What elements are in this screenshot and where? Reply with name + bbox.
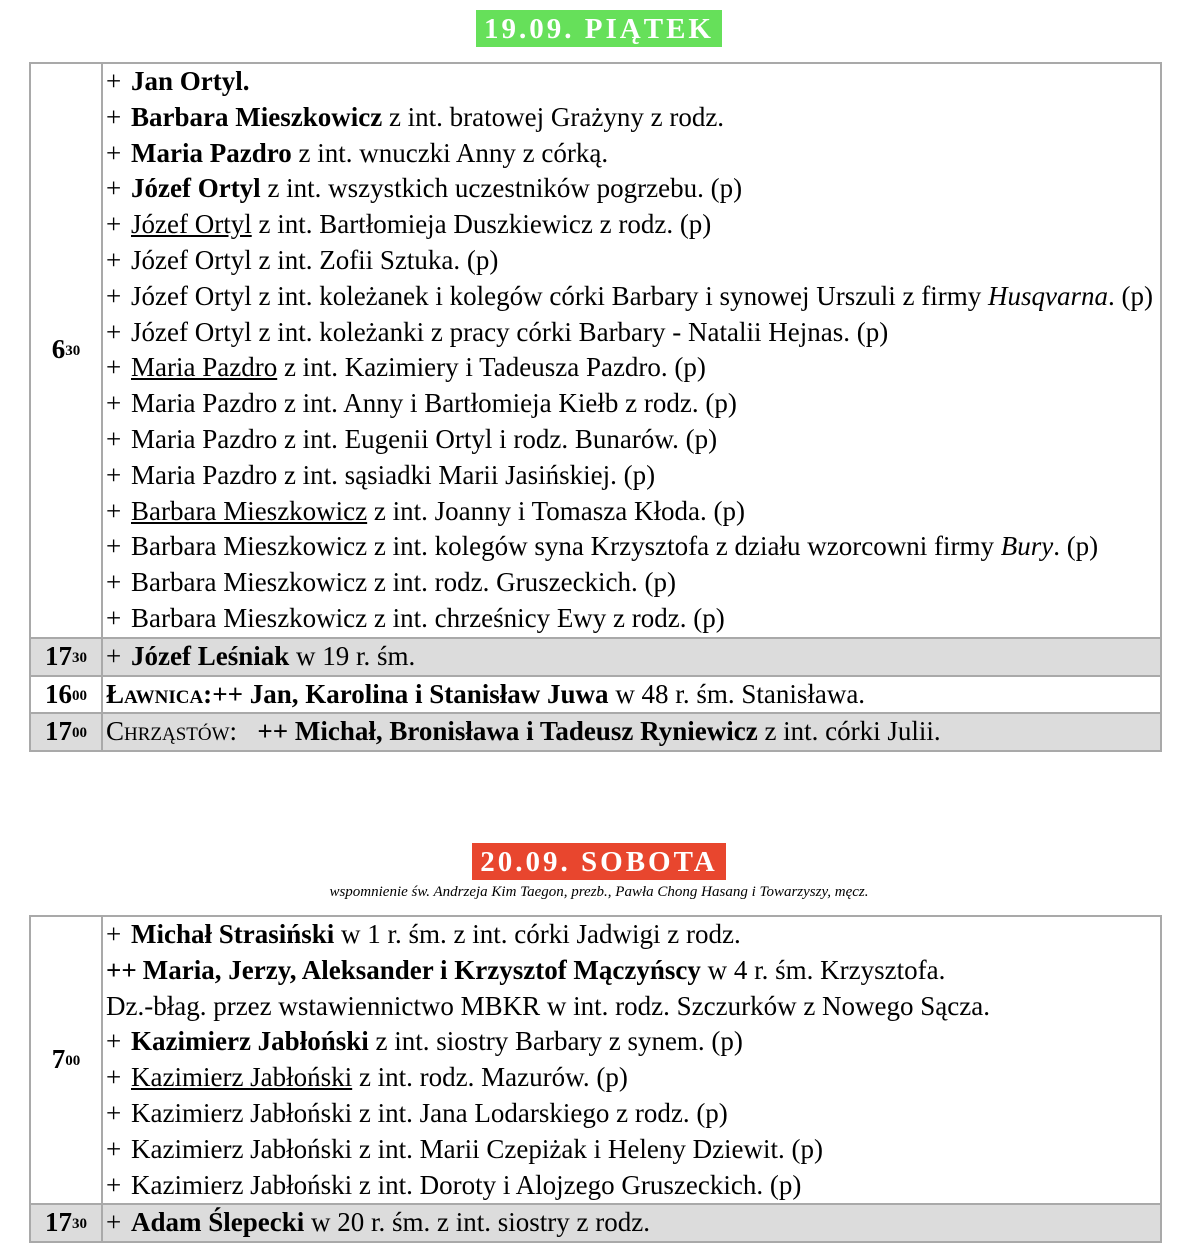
intention-line [106, 386, 1158, 422]
company-name: Bury [1000, 531, 1054, 562]
cross-marker: + [106, 423, 122, 454]
time-hour: 16 [45, 678, 72, 709]
intention-line [106, 917, 1158, 953]
deceased-name: Jan Ortyl. [131, 66, 250, 96]
cross-marker: + [106, 1133, 122, 1164]
intention-text: z int. córki Julii. [757, 716, 941, 747]
intention-line [106, 565, 1158, 601]
intention-text: w 1 r. śm. z int. córki Jadwigi z rodz. [334, 919, 741, 949]
intention-line [106, 529, 1158, 565]
intention-text: w 4 r. śm. Krzysztofa. [700, 954, 946, 985]
cross-marker: + [106, 244, 122, 275]
time-minute: 30 [72, 649, 87, 666]
company-name: Husqvarna [988, 280, 1108, 311]
intention-text: Maria Pazdro z int. Eugenii Ortyl i rodz. Bunarów. (p) [131, 423, 718, 454]
intention-text: . (p) [1108, 280, 1153, 311]
cross-marker: + [106, 495, 122, 526]
intention-text: z int. Bartłomieja Duszkiewicz z rodz. (p) [251, 209, 712, 240]
time-minute: 00 [72, 687, 87, 704]
intention-line [106, 714, 1158, 750]
cross-marker: + [106, 137, 122, 168]
intention-text: Józef Ortyl z int. Zofii Sztuka. (p) [131, 244, 499, 275]
cross-marker: ++ [257, 716, 289, 747]
intention-text: Józef Ortyl z int. koleżanek i kolegów córki Barbary i synowej Urszuli z firmy [131, 280, 988, 311]
intention-line [106, 207, 1158, 243]
intention-line [106, 1168, 1158, 1204]
intention-text: z int. wszystkich uczestników pogrzebu. (p) [260, 173, 743, 204]
cross-marker: + [106, 1026, 122, 1057]
cross-marker: ++ [106, 954, 137, 985]
intention-text: w 20 r. śm. z int. siostry z rodz. [304, 1207, 650, 1238]
cross-marker: + [106, 602, 122, 633]
intention-text: z int. bratowej Grażyny z rodz. [382, 101, 725, 132]
intention-line [106, 315, 1158, 351]
cross-marker: + [106, 388, 122, 419]
intention-text: Kazimierz Jabłoński z int. Doroty i Alojzego Gruszeckich. (p) [131, 1169, 802, 1200]
mass-time [30, 676, 102, 714]
time-minute: 30 [72, 1216, 87, 1233]
cross-marker: + [106, 640, 122, 671]
intention-line [106, 136, 1158, 172]
intention-line [106, 601, 1158, 637]
time-hour: 17 [45, 1207, 72, 1238]
intention-text: Maria Pazdro z int. Anny i Bartłomieja Kiełb z rodz. (p) [131, 388, 737, 419]
intention-line [106, 989, 1158, 1025]
intention-line [106, 639, 1158, 675]
mass-time [30, 63, 102, 638]
intention-line [106, 422, 1158, 458]
deceased-name: Maria Pazdro [131, 137, 292, 168]
table-row [30, 63, 1161, 638]
time-hour: 6 [51, 334, 66, 365]
intention-line [106, 279, 1158, 315]
deceased-name: Jan, Karolina i Stanisław Juwa [249, 678, 609, 709]
cross-marker: + [106, 1062, 122, 1093]
cross-marker: + [106, 173, 122, 204]
intention-text: z int. siostry Barbary z synem. (p) [368, 1026, 743, 1057]
day2-title: 20.09. SOBOTA [472, 843, 725, 880]
intention-cell [102, 676, 1161, 714]
intention-text: Barbara Mieszkowicz z int. rodz. Gruszeckich. (p) [131, 567, 677, 598]
intentions-cell [102, 916, 1161, 1204]
mass-time [30, 1204, 102, 1242]
intention-cell [102, 1204, 1161, 1242]
deceased-name: Maria, Jerzy, Aleksander i Krzysztof Mączyńscy [142, 954, 701, 985]
intention-text: z int. wnuczki Anny z córką. [291, 137, 609, 168]
time-minute: 00 [65, 1053, 81, 1070]
time-minute: 30 [65, 343, 81, 360]
intention-text: Dz.-błag. przez wstawiennictwo MBKR w int. rodz. Szczurków z Nowego Sącza. [106, 990, 990, 1021]
intention-line [106, 494, 1158, 530]
table-row [30, 916, 1161, 1204]
intention-text: Barbara Mieszkowicz z int. kolegów syna Krzysztofa z działu wzorcowni firmy [131, 531, 1001, 562]
cross-marker: + [106, 459, 122, 490]
cross-marker: ++ [212, 678, 243, 709]
deceased-name: Kazimierz Jabłoński [131, 1062, 353, 1093]
table-row [30, 1204, 1161, 1242]
intention-line [106, 243, 1158, 279]
day2-header [0, 843, 1190, 901]
deceased-name: Adam Ślepecki [131, 1207, 305, 1238]
mass-time [30, 916, 102, 1204]
cross-marker: + [106, 567, 122, 598]
cross-marker: + [106, 316, 122, 347]
intention-line [106, 458, 1158, 494]
place-name: Ławnica: [106, 678, 213, 709]
cross-marker: + [106, 1207, 122, 1238]
intention-text: Józef Ortyl z int. koleżanki z pracy córki Barbary - Natalii Hejnas. (p) [131, 316, 889, 347]
deceased-name: Barbara Mieszkowicz [131, 101, 383, 132]
intention-line [106, 100, 1158, 136]
intention-text: Barbara Mieszkowicz z int. chrześnicy Ewy z rodz. (p) [131, 602, 725, 633]
intention-text: Kazimierz Jabłoński z int. Jana Lodarskiego z rodz. (p) [131, 1097, 728, 1128]
intention-cell [102, 713, 1161, 751]
time-hour: 17 [45, 716, 72, 747]
time-hour: 7 [51, 1044, 66, 1075]
cross-marker: + [106, 66, 122, 96]
intention-line [106, 1096, 1158, 1132]
day2-schedule-table [29, 915, 1162, 1243]
table-row [30, 676, 1161, 714]
time-hour: 17 [45, 640, 72, 671]
cross-marker: + [106, 919, 122, 949]
day1-schedule-table [29, 62, 1162, 752]
intention-line [106, 171, 1158, 207]
deceased-name: Józef Ortyl [131, 209, 252, 240]
cross-marker: + [106, 280, 122, 311]
day2-subtitle: wspomnienie św. Andrzeja Kim Taegon, prezb., Pawła Chong Hasang i Towarzyszy, męcz. [329, 884, 869, 900]
intention-line [106, 1205, 1158, 1241]
cross-marker: + [106, 209, 122, 240]
intention-line [106, 953, 1158, 989]
deceased-name: Kazimierz Jabłoński [131, 1026, 369, 1057]
cross-marker: + [106, 1097, 122, 1128]
day1-header [0, 10, 1190, 47]
intention-cell [102, 638, 1161, 676]
intention-text: z int. rodz. Mazurów. (p) [352, 1062, 628, 1093]
intention-line [106, 1024, 1158, 1060]
time-minute: 00 [72, 725, 87, 742]
intention-text: Maria Pazdro z int. sąsiadki Marii Jasińskiej. (p) [131, 459, 656, 490]
intention-text: z int. Kazimiery i Tadeusza Pazdro. (p) [277, 352, 706, 383]
deceased-name: Michał Strasiński [131, 919, 335, 949]
place-name: Chrząstów: [106, 716, 238, 747]
intention-line [106, 1060, 1158, 1096]
cross-marker: + [106, 101, 122, 132]
mass-time [30, 638, 102, 676]
deceased-name: Barbara Mieszkowicz [131, 495, 368, 526]
intention-line [106, 64, 1158, 100]
intention-line [106, 1132, 1158, 1168]
day1-title: 19.09. PIĄTEK [476, 10, 722, 47]
deceased-name: Józef Ortyl [131, 173, 261, 204]
intention-line [106, 677, 1158, 713]
table-row [30, 713, 1161, 751]
intention-text: Kazimierz Jabłoński z int. Marii Czepiżak i Heleny Dziewit. (p) [131, 1133, 824, 1164]
deceased-name: Maria Pazdro [131, 352, 278, 383]
intention-text: w 19 r. śm. [289, 640, 416, 671]
cross-marker: + [106, 531, 122, 562]
table-row [30, 638, 1161, 676]
intention-text: z int. Joanny i Tomasza Kłoda. (p) [367, 495, 745, 526]
intention-text: . (p) [1053, 531, 1099, 562]
deceased-name: Józef Leśniak [131, 640, 290, 671]
intentions-cell [102, 63, 1161, 638]
intention-line [106, 350, 1158, 386]
intention-text: w 48 r. śm. Stanisława. [608, 678, 866, 709]
mass-time [30, 713, 102, 751]
cross-marker: + [106, 1169, 122, 1200]
deceased-name: Michał, Bronisława i Tadeusz Ryniewicz [294, 716, 758, 747]
cross-marker: + [106, 352, 122, 383]
